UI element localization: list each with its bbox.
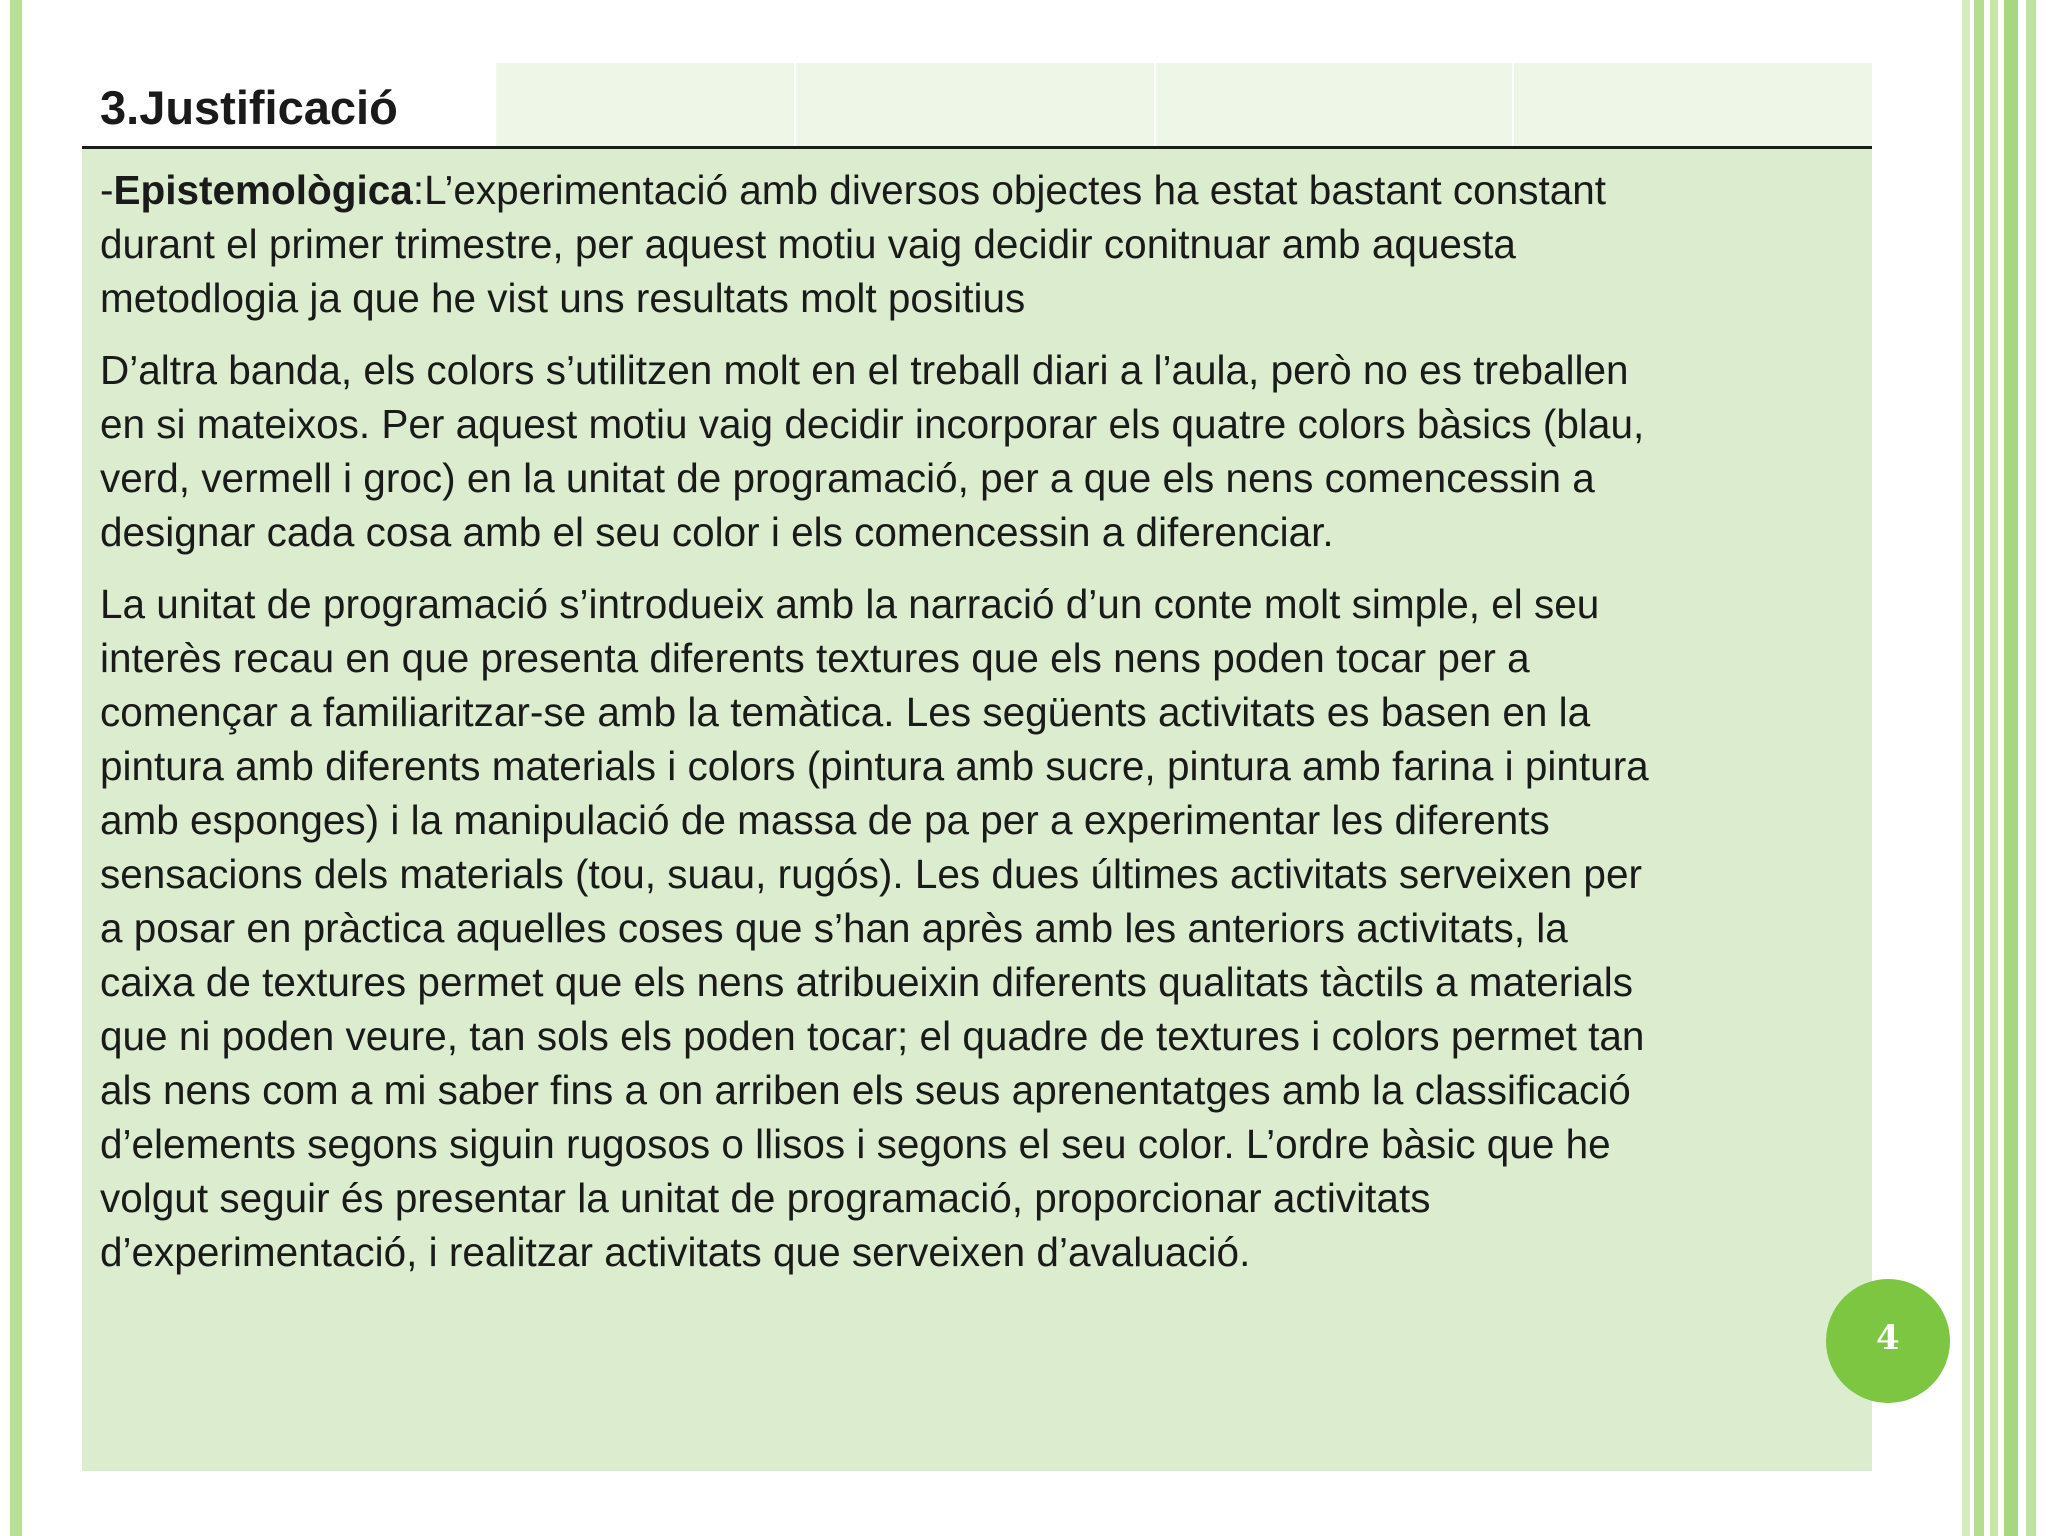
text-line: durant el primer trimestre, per aquest motiu vaig decidir conitnuar amb aquesta (100, 221, 1516, 267)
paragraph-colors (100, 343, 1860, 559)
right-border-stripe (2026, 0, 2036, 1536)
slide-body-text (100, 163, 1860, 1297)
right-border-stripe (2004, 0, 2018, 1536)
text-line: D’altra banda, els colors s’utilitzen molt en el treball diari a l’aula, però no es treballen (100, 347, 1629, 393)
lead-bold-term: Epistemològica (113, 167, 413, 213)
header-cell (796, 63, 1156, 146)
paragraph-unitat (100, 577, 1860, 1279)
content-table (82, 63, 1872, 1471)
table-body-cell (82, 149, 1872, 1471)
text-line: metodlogia ja que he vist uns resultats molt positius (100, 275, 1026, 321)
text-line: d’elements segons siguin rugosos o llisos i segons el seu color. L’ordre bàsic que he (100, 1121, 1611, 1167)
text-line: designar cada cosa amb el seu color i els comencessin a diferenciar. (100, 509, 1334, 555)
text-line: interès recau en que presenta diferents textures que els nens poden tocar per a (100, 635, 1530, 681)
slide-title: 3.Justificació (100, 81, 398, 134)
right-border-stripe (1990, 0, 1998, 1536)
text-line: als nens com a mi saber fins a on arriben els seus aprenentatges amb la classificació (100, 1067, 1631, 1113)
header-cell (498, 63, 796, 146)
left-border-stripe (10, 0, 22, 1536)
header-cell (1514, 63, 1872, 146)
header-cell (1156, 63, 1514, 146)
text-line: a posar en pràctica aquelles coses que s’han après amb les anteriors activitats, la (100, 905, 1568, 951)
text-line: pintura amb diferents materials i colors (pintura amb sucre, pintura amb farina i pintura (100, 743, 1649, 789)
text-line: d’experimentació, i realitzar activitats que serveixen d’avaluació. (100, 1229, 1251, 1275)
paragraph-epistemologica (100, 163, 1860, 325)
text-line (100, 163, 1860, 217)
right-border-stripe (1962, 0, 1970, 1536)
text-line: en si mateixos. Per aquest motiu vaig decidir incorporar els quatre colors bàsics (blau, (100, 401, 1645, 447)
text-line: sensacions dels materials (tou, suau, rugós). Les dues últimes activitats serveixen per (100, 851, 1642, 897)
text-line: verd, vermell i groc) en la unitat de programació, per a que els nens comencessin a (100, 455, 1595, 501)
text-line: començar a familiaritzar-se amb la temàtica. Les següents activitats es basen en la (100, 689, 1591, 735)
text-line: que ni poden veure, tan sols els poden tocar; el quadre de textures i colors permet tan (100, 1013, 1645, 1059)
lead-prefix: - (100, 167, 114, 213)
text-line: caixa de textures permet que els nens atribueixin diferents qualitats tàctils a materials (100, 959, 1634, 1005)
text-line: :L’experimentació amb diversos objectes ha estat bastant constant (412, 167, 1607, 213)
text-line: La unitat de programació s’introdueix amb la narració d’un conte molt simple, el seu (100, 581, 1600, 627)
right-border-stripe (1974, 0, 1984, 1536)
text-line: volgut seguir és presentar la unitat de programació, proporcionar activitats (100, 1175, 1431, 1221)
text-line: amb esponges) i la manipulació de massa de pa per a experimentar les diferents (100, 797, 1550, 843)
page-number: 4 (1876, 1318, 1900, 1358)
